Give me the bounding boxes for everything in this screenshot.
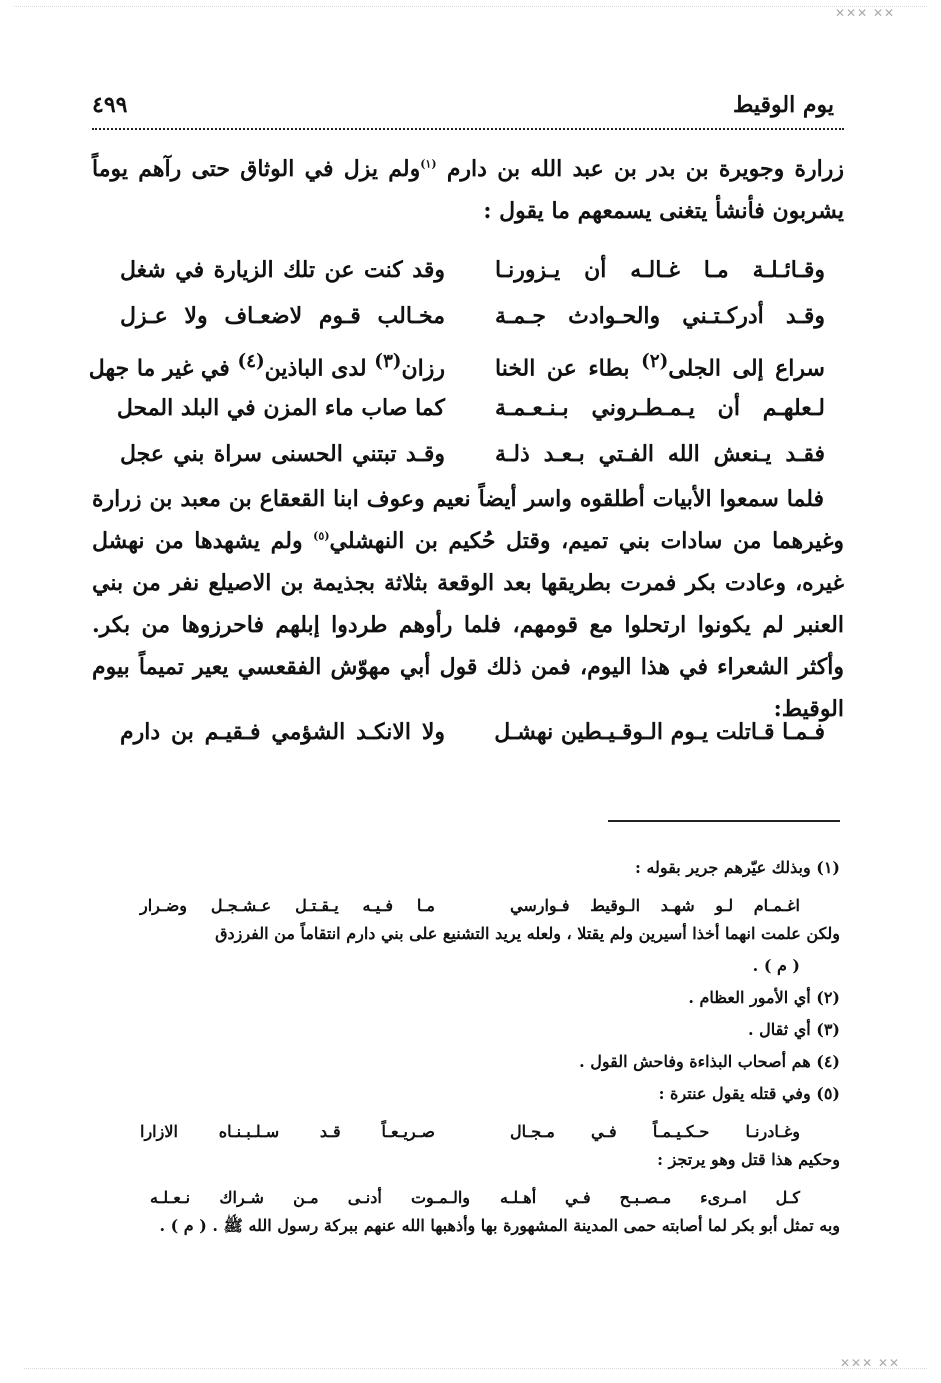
scan-edge-top xyxy=(14,6,927,23)
footnote-3: (٣) أي ثقال . xyxy=(747,1020,840,1039)
poem-line xyxy=(110,248,825,294)
footnote-1: (١) وبذلك عيّرهم جرير بقوله : xyxy=(635,858,840,877)
footnote-5: (٥) وفي قتله يقول عنترة : xyxy=(658,1084,840,1103)
decorative-border-icon: ✕✕✕ ✕✕ xyxy=(840,1356,901,1370)
footnote-ref: (١) xyxy=(420,157,437,171)
verse-text: في غير ما جهل xyxy=(88,355,238,382)
hemistich-first: وقـد أدركـتـني والحـوادث جـمـة xyxy=(495,303,825,329)
footnote-verse xyxy=(100,1110,840,1144)
footnote-verse xyxy=(100,1176,840,1210)
paragraph-text: ولم يزل في الوثاق حتى رآهم يوماً يشربون فأنشأ يتغنى يسمعهم ما يقول : xyxy=(92,156,844,224)
paragraph-text: زرارة وجويرة بن بدر بن عبد الله بن دارم xyxy=(436,156,844,182)
scan-edge-bottom xyxy=(24,1354,927,1369)
paragraph-text: ولم يشهدها من نهشل غيره، وعادت بكر فمرت بطريقها بعد الوقعة بثلاثة بجذيمة بن الاصيلع نفر من بني العنبر لم يكونوا ارتحلوا مع قومهم، فلما رأوهم طردوا إبلهم فاحرزوها من بكر. وأكثر الشعراء في هذا اليوم، فمن ذلك قول أبي مهوّش الفقعسي يعير تميماً بيوم الوقيط: xyxy=(92,528,844,722)
poem-line xyxy=(110,710,825,756)
hemistich-second: والـمـوت أدنـى مـن شـراك نـعـلـه xyxy=(150,1188,470,1207)
footnote-5-end: وبه تمثل أبو بكر لما أصابته حمى المدينة المشهورة بها وأذهبها الله عنهم ببركة رسول الله ﷺ . ( م ) . xyxy=(159,1216,840,1235)
footnote-ref: (٣) xyxy=(374,351,402,372)
verse-text: بطاء عن الخنا xyxy=(495,355,642,382)
hemistich-first: فـمـا قـاتلت يـوم الـوقـيـطين نهشـل xyxy=(494,719,825,745)
footnote-verse xyxy=(100,884,840,918)
paragraph-release xyxy=(92,478,844,730)
footnote-5-continuation: وحكيم هذا قتل وهو يرتجز : xyxy=(657,1150,840,1169)
footnote-1-continuation: ولكن علمت انهما أخذا أسيرين ولم يقتلا ، ولعله يريد التشنيع على بني دارم انتقاماً من الفرزدق xyxy=(215,924,840,943)
paragraph-intro xyxy=(92,148,844,232)
hemistich-second xyxy=(88,340,445,390)
verse-text: سراع إلى الجلى xyxy=(668,355,825,382)
footnotes xyxy=(100,852,840,1242)
poem-line xyxy=(110,386,825,432)
hemistich-first xyxy=(495,340,825,390)
hemistich-first: فقـد يـنعش الله الفـتي بـعـد ذلـة xyxy=(495,441,825,467)
hemistich-first: كـل امـرىء مـصـبـح فـي أهـلـه xyxy=(500,1188,800,1207)
decorative-border-icon: ✕✕✕ ✕✕ xyxy=(835,6,896,20)
hemistich-first: وغـادرنـا حـكـيـمـاً فـي مـجـال xyxy=(510,1122,800,1141)
hemistich-second: صـريـعـاً قـد سـلـبـنـاه الازارا xyxy=(140,1122,435,1141)
poem-line xyxy=(88,340,825,386)
hemistich-second: ولا الانكـد الشؤمي فـقيـم بن دارم xyxy=(120,719,445,745)
poem-line xyxy=(110,432,825,478)
hemistich-second: وقـد تبتني الحسنى سراة بني عجل xyxy=(120,441,445,467)
footnote-separator xyxy=(608,820,840,822)
hemistich-second: كما صاب ماء المزن في البلد المحل xyxy=(116,395,445,421)
page-header xyxy=(92,86,844,130)
footnote-ref: (٢) xyxy=(641,351,669,372)
hemistich-first: اغـمـام لـو شهـد الـوقيط فـوارسي xyxy=(510,896,800,915)
footnote-2: (٢) أي الأمور العظام . xyxy=(688,988,840,1007)
paragraph-text: فلما سمعوا الأبيات أطلقوه واسر أيضاً نعيم وعوف ابنا القعقاع بن معبد بن زرارة وغيرهما من سادات بني تميم، وقتل حُكيم بن النهشلي xyxy=(92,486,844,554)
poem-block xyxy=(110,710,825,756)
hemistich-second: مـا فـيـه يـقـتـل عـشـجـل وضـرار xyxy=(140,896,435,915)
poem-block xyxy=(88,248,825,478)
footnote-1-source: ( م ) . xyxy=(752,956,800,975)
footnote-ref: (٤) xyxy=(237,351,265,372)
hemistich-first: لـعلهـم أن يـمـطـروني بـنـعـمـة xyxy=(495,395,825,421)
page-number: ٤٩٩ xyxy=(92,92,128,118)
footnote-ref: (٥) xyxy=(313,529,330,543)
verse-text: لدى الباذين xyxy=(264,355,375,382)
footnote-4: (٤) هم أصحاب البذاءة وفاحش القول . xyxy=(579,1052,840,1071)
poem-line xyxy=(110,294,825,340)
hemistich-second: مخـالب قـوم لاضعـاف ولا عـزل xyxy=(120,303,445,329)
hemistich-first: وقـائـلـة مـا غـالـه أن يـزورنـا xyxy=(495,257,825,283)
verse-text: رزان xyxy=(401,355,445,382)
running-title: يوم الوقيط xyxy=(733,92,834,118)
hemistich-second: وقد كنت عن تلك الزيارة في شغل xyxy=(120,257,445,283)
